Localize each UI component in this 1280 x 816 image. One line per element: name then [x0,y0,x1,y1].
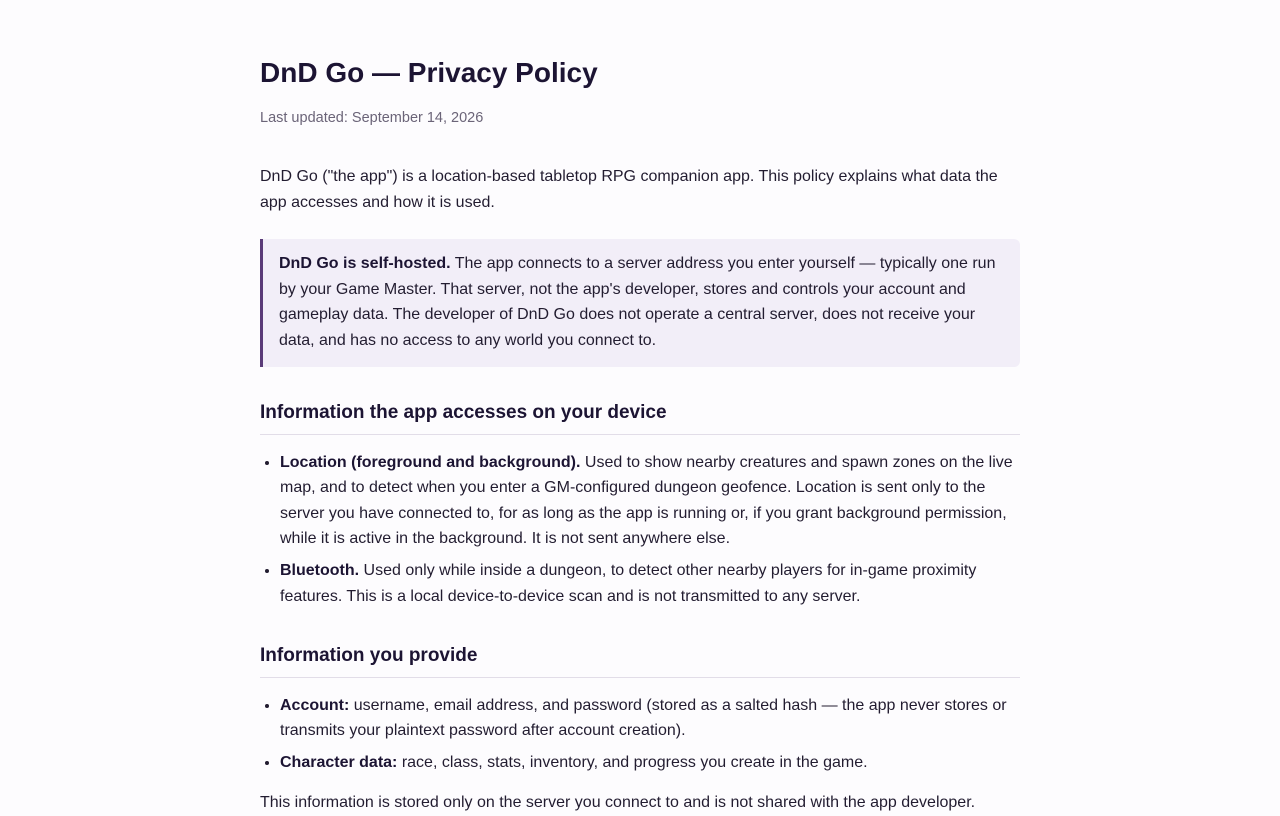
item-lead: Location (foreground and background). [280,453,581,471]
item-lead: Character data: [280,754,398,772]
list-item-location [280,450,1020,552]
callout-lead: DnD Go is self-hosted. [279,255,451,273]
provided-info-list [260,693,1020,776]
self-hosted-callout [260,239,1020,366]
item-lead: Bluetooth. [280,562,360,580]
item-text: username, email address, and password (stored as a salted hash — the app never stores or transmits your plaintext password after account creation). [280,696,1007,740]
item-lead: Account: [280,696,350,714]
item-text: Used only while inside a dungeon, to detect other nearby players for in-game proximity features. This is a local device-to-device scan and is not transmitted to any server. [280,562,977,606]
storage-note-paragraph: This information is stored only on the server you connect to and is not shared with the app developer. [260,793,976,811]
section-information-provided [260,643,1020,816]
list-item-character-data [280,750,1020,776]
page-title: DnD Go — Privacy Policy [260,57,598,88]
intro-paragraph: DnD Go ("the app") is a location-based tabletop RPG companion app. This policy explains what data the app accesses and how it is used. [260,168,998,211]
list-item-bluetooth [280,558,1020,609]
item-text: race, class, stats, inventory, and progress you create in the game. [397,754,868,772]
section-device-access [260,400,1020,610]
last-updated-date: Last updated: September 14, 2026 [260,110,484,126]
device-access-list [260,450,1020,610]
callout-text: The app connects to a server address you enter yourself — typically one run by your Game Master. That server, not the app's developer, stores and controls your account and gameplay data. The developer of DnD Go does not operate a central server, does not receive your data, and has no access to any world you connect to. [279,255,996,349]
section-heading: Information you provide [260,643,1020,678]
list-item-account [280,693,1020,744]
privacy-policy-page [260,0,1020,816]
item-text: Used to show nearby creatures and spawn zones on the live map, and to detect when you enter a GM-configured dungeon geofence. Location is sent only to the server you have connected to, for as long as the app is running or, if you grant background permission, while it is active in the background. It is not sent anywhere else. [280,453,1013,548]
section-heading: Information the app accesses on your device [260,400,1020,435]
